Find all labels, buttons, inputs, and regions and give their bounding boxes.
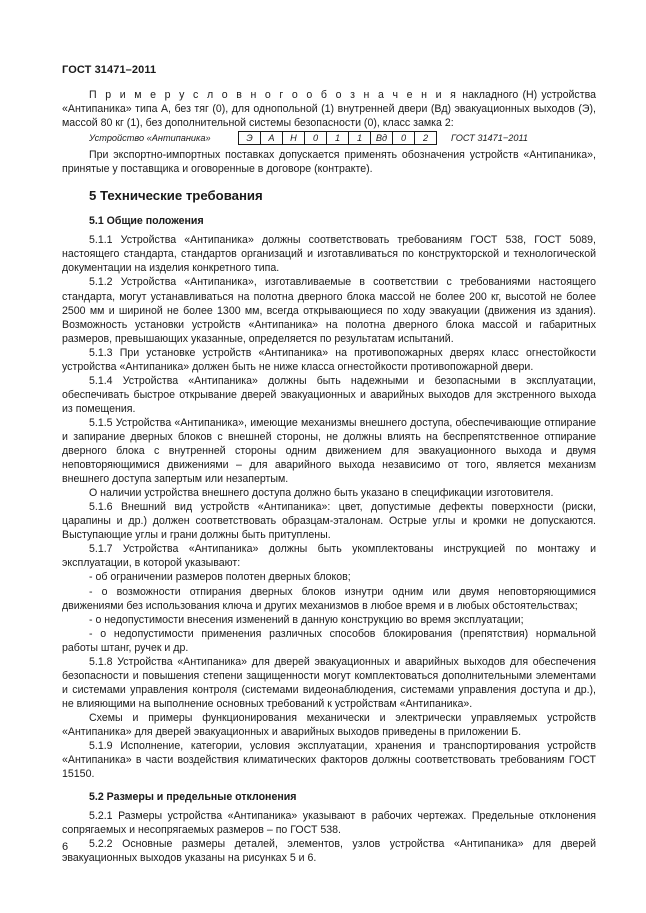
list-item: - об ограничении размеров полотен дверных блоков; [89, 571, 351, 584]
designation-example-row [62, 131, 596, 145]
paragraph-5-1-2: 5.1.2 Устройства «Антипаника», изготавливаемые в соответствии с требованиями настоящего стандарта, могут устанавливаться на полотна дверного блока массой не более 200 кг, высотой не более 2500 мм и шириной не более 1300 мм, всегда открывающиеся по ходу эвакуации (движения из здания). Возможность установки устройств «Антипаника» на полотна дверного блока массой и габаритных размеров, превышающих указанные, определяется по результатам испытаний. [62, 276, 596, 345]
list-item: - о недопустимости внесения изменений в данную конструкцию во время эксплуатации; [89, 613, 524, 626]
section-5-title: 5 Технические требования [89, 188, 263, 204]
designation-code-cell: 2 [422, 133, 429, 144]
list-item: - о возможности отпирания дверных блоков изнутри одним или двумя неповторяющимися движениями без использования ключа и других механизмов в любое время и в любых обстоятельствах; [62, 585, 596, 612]
paragraph-5-2-1: 5.2.1 Размеры устройства «Антипаника» указывают в рабочих чертежах. Предельные отклонения сопрягаемых и несопрягаемых размеров – по ГОСТ 538. [62, 810, 596, 837]
designation-code-cell: 0 [305, 132, 327, 144]
paragraph-5-1-1: 5.1.1 Устройства «Антипаника» должны соответствовать требованиям ГОСТ 538, ГОСТ 5089, настоящего стандарта, стандартов организаций и изготавливаться по конструкторской и технологической документации на изделия конкретного типа. [62, 234, 596, 275]
designation-code-cell: Н [283, 132, 305, 144]
export-note-paragraph: При экспортно-импортных поставках допускается применять обозначения устройств «Антипаника», принятые у поставщика и оговоренные в договоре (контракте). [62, 149, 596, 176]
paragraph-5-1-8-schemes: Схемы и примеры функционирования механически и электрически управляемых устройств «Антипаника» для дверей эвакуационных и аварийных выходов приведены в приложении Б. [62, 711, 596, 738]
subsection-5-2-title: 5.2 Размеры и предельные отклонения [89, 791, 297, 804]
designation-code-cell: 0 [393, 132, 415, 144]
page-content [62, 88, 596, 865]
example-lead: П р и м е р у с л о в н о г о о б о з н а ч е н и я [89, 89, 459, 101]
designation-code-cell: 1 [327, 132, 349, 144]
designation-code-cell: А [261, 132, 283, 144]
subsection-5-1-title: 5.1 Общие положения [89, 215, 204, 228]
paragraph-5-1-5-note: О наличии устройства внешнего доступа должно быть указано в спецификации изготовителя. [89, 487, 554, 500]
page-number: 6 [62, 841, 69, 853]
paragraph-5-1-4: 5.1.4 Устройства «Антипаника» должны быть надежными и безопасными в эксплуатации, обеспечивать быстрое открывание дверей эвакуационных и аварийных выходов для экстренного выхода из помещения. [62, 374, 596, 415]
designation-label: Устройство «Антипаника» [89, 133, 211, 144]
paragraph-5-1-8: 5.1.8 Устройства «Антипаника» для дверей эвакуационных и аварийных выходов для обеспечения безопасности и повышения степени защищенности могут комплектоваться дополнительными элементами и системами управления контроля (системами видеонаблюдения, системами управления доступа и др.), не влияющими на выполнение основных требований к устройствам «Антипаника». [62, 655, 596, 710]
paragraph-5-1-5: 5.1.5 Устройства «Антипаника», имеющие механизмы внешнего доступа, обеспечивающие отпирание и запирание дверных блоков с внешней стороны, не должны влиять на беспрепятственное отпирание дверного блока с внутренней стороны одним движением для эвакуационного выхода и двумя неповторяющимися движениями – для аварийного выхода независимо от того, является механизм внешнего доступа запертым или незапертым. [62, 416, 596, 486]
designation-code-cell: Э [239, 132, 261, 144]
paragraph-5-1-6: 5.1.6 Внешний вид устройств «Антипаника»: цвет, допустимые дефекты поверхности (риски, царапины и др.) должен соответствовать образцам-эталонам. Острые углы и кромки не допускаются. Выступающие углы и грани должны быть притуплены. [62, 501, 596, 542]
example-text: накладного (Н) устройства «Антипаника» типа А, без тяг (0), для однопольной (1) внутренней двери (Вд) эвакуационных выходов (Э), массой 80 кг (1), без дополнительной системы безопасности (0), класс замка 2: [62, 89, 596, 130]
designation-standard: ГОСТ 31471−2011 [451, 133, 529, 144]
example-paragraph [62, 88, 596, 130]
list-item: - о недопустимости применения различных способов блокирования (препятствия) нормальной работы штанг, ручек и др. [62, 627, 596, 654]
document-code-header: ГОСТ 31471–2011 [62, 64, 157, 76]
designation-code-cell: Вд [371, 132, 393, 144]
paragraph-5-1-3: 5.1.3 При установке устройств «Антипаника» на противопожарных дверях класс огнестойкости устройства «Антипаника» должен быть не ниже класса огнестойкости противопожарной двери. [62, 346, 596, 373]
paragraph-5-1-9: 5.1.9 Исполнение, категории, условия эксплуатации, хранения и транспортирования устройств «Антипаника» в части воздействия климатических факторов должны соответствовать требованиям ГОСТ 15150. [62, 740, 596, 781]
paragraph-5-2-2: 5.2.2 Основные размеры деталей, элементов, узлов устройства «Антипаника» для дверей эвакуационных выходов указаны на рисунках 5 и 6. [62, 838, 596, 865]
paragraph-5-1-7: 5.1.7 Устройства «Антипаника» должны быть укомплектованы инструкцией по монтажу и эксплуатации, в которой указывают: [62, 543, 596, 570]
designation-code-cell: 1 [349, 132, 371, 144]
designation-code-cells [238, 131, 437, 145]
